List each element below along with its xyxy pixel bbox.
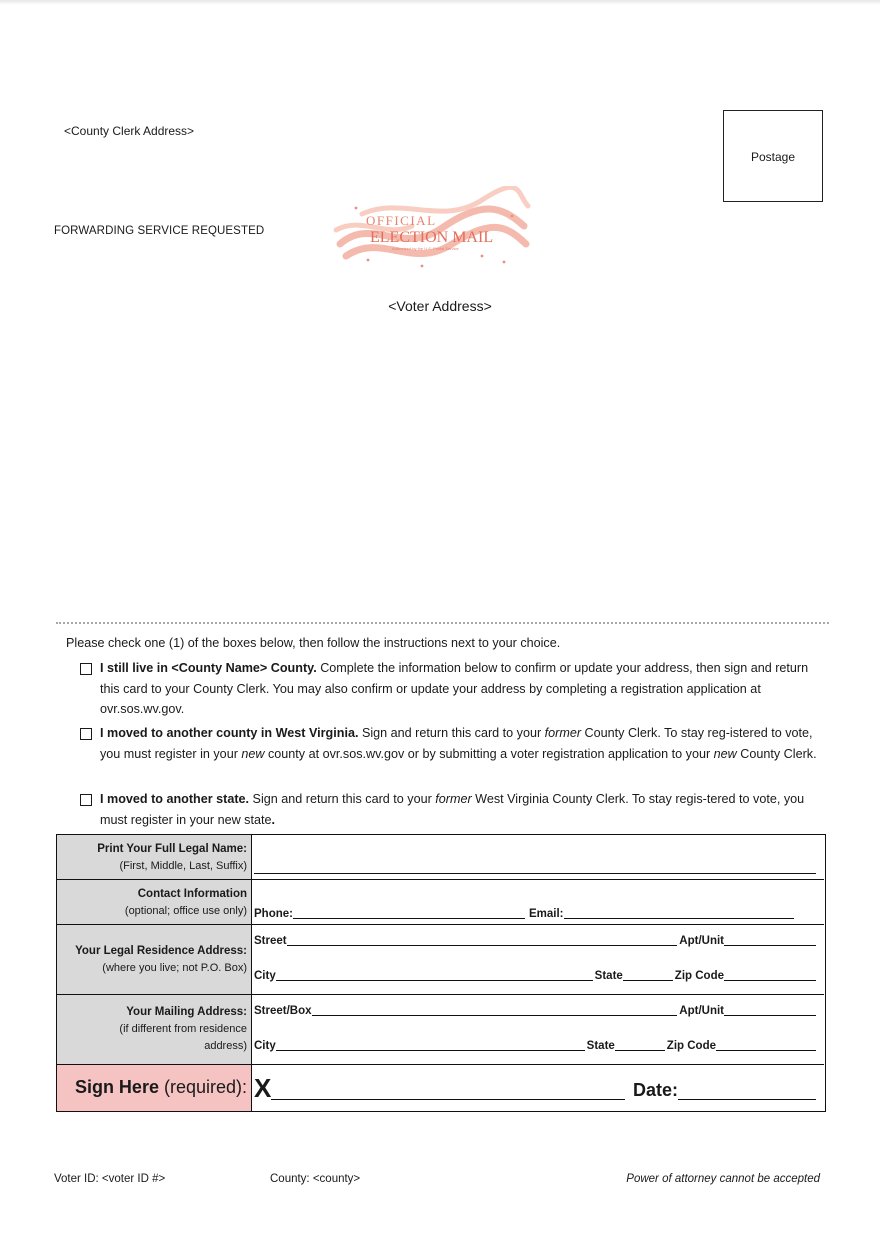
phone-label: Phone: [254, 908, 293, 920]
res-city-line[interactable] [276, 968, 593, 981]
mail-zip-line[interactable] [716, 1038, 816, 1051]
footer-poa-notice: Power of attorney cannot be accepted [626, 1173, 820, 1185]
mail-apt-line[interactable] [724, 1003, 816, 1016]
full-name-field[interactable] [254, 861, 818, 875]
row-full-name [57, 835, 824, 880]
footer-voter-id: Voter ID: <voter ID #> [54, 1173, 166, 1185]
clerk-address: <County Clerk Address> [64, 124, 195, 138]
option2-bold: I moved to another county in West Virginia. [100, 726, 359, 740]
row-residence [57, 925, 824, 995]
mailing-sub2: address) [204, 1040, 247, 1052]
option2-italic-2: new [241, 746, 265, 761]
postage-label: Postage [750, 150, 796, 164]
residence-street-field [254, 933, 818, 947]
top-shadow [0, 0, 880, 5]
option-same-county[interactable] [80, 658, 820, 720]
signature-field [254, 1075, 818, 1101]
sign-required-label: (required): [158, 1077, 247, 1097]
sign-here-label: Sign Here [74, 1077, 159, 1097]
row-signature [57, 1065, 824, 1111]
mail-zip-label: Zip Code [666, 1040, 716, 1052]
phone-line[interactable] [293, 906, 525, 919]
checkbox-other-county[interactable] [80, 728, 92, 740]
mail-logo-line1: OFFICIAL [366, 213, 437, 228]
official-election-mail-logo [332, 186, 532, 272]
label-contact [57, 880, 252, 924]
postage-box [723, 110, 823, 202]
row-mailing [57, 995, 824, 1065]
mail-street-line[interactable] [312, 1003, 678, 1016]
instructions: Please check one (1) of the boxes below, then follow the instructions next to your choice. [66, 636, 561, 650]
signature-x-mark: X [254, 1073, 272, 1103]
checkbox-same-county[interactable] [80, 663, 92, 675]
mailing-street-field [254, 1003, 818, 1017]
email-line[interactable] [564, 906, 794, 919]
residence-sub: (where you live; not P.O. Box) [102, 962, 247, 974]
option3-end: . [271, 812, 275, 827]
option1-bold: I still live in <County Name> County. [100, 661, 317, 675]
res-state-label: State [594, 970, 623, 982]
contact-label: Contact Information [137, 888, 247, 900]
mailing-sub1: (if different from residence [119, 1023, 247, 1035]
option2-text-4: County Clerk. [736, 746, 817, 761]
full-name-label: Print Your Full Legal Name: [97, 843, 247, 855]
option3-bold: I moved to another state. [100, 792, 250, 806]
date-line[interactable] [678, 1083, 816, 1100]
label-residence [57, 925, 252, 994]
full-name-sub: (First, Middle, Last, Suffix) [119, 860, 247, 872]
voter-address: <Voter Address> [388, 298, 492, 314]
contact-sub: (optional; office use only) [124, 905, 247, 917]
label-sign-here [57, 1065, 252, 1111]
signature-line[interactable] [271, 1083, 625, 1100]
option2-text-2: County Clerk. To stay reg-istered to vote, you must register in your [100, 726, 813, 761]
mail-apt-label: Apt/Unit [679, 1005, 724, 1017]
checkbox-other-state[interactable] [80, 794, 92, 806]
option2-italic-1: former [544, 726, 582, 740]
perforation-line [56, 622, 829, 624]
option3-italic-1: former [435, 792, 472, 806]
mail-city-line[interactable] [276, 1038, 585, 1051]
mail-logo-line3: Authorized by the U.S. Postal Service [392, 246, 459, 251]
option-other-state[interactable] [80, 789, 820, 830]
option2-text-1: Sign and return this card to your [358, 726, 545, 740]
res-street-line[interactable] [287, 933, 678, 946]
option2-text-3: county at ovr.sos.wv.gov or by submitting a voter registration application to your [264, 746, 714, 761]
residence-label: Your Legal Residence Address: [75, 945, 247, 957]
row-contact [57, 880, 824, 925]
res-city-label: City [254, 970, 276, 982]
label-full-name [57, 835, 252, 879]
residence-city-field [254, 968, 818, 982]
mail-city-label: City [254, 1040, 276, 1052]
mail-state-line[interactable] [615, 1038, 665, 1051]
option1-text: Complete the information below to confirm or update your address, then sign and return this card to your County Clerk. You may also confirm or update your address by completing a registration application at ovr.sos.wv.gov. [100, 661, 809, 716]
option3-text-2: West Virginia County Clerk. To stay regis-tered to vote, you must register in your new state [100, 792, 805, 827]
voter-info-form [56, 834, 826, 1112]
res-street-label: Street [254, 935, 287, 947]
contact-field [254, 906, 818, 920]
mail-logo-line2: ELECTION MAIL [370, 229, 494, 246]
res-apt-line[interactable] [724, 933, 816, 946]
mailing-label: Your Mailing Address: [126, 1006, 247, 1018]
mail-state-label: State [586, 1040, 615, 1052]
res-state-line[interactable] [623, 968, 673, 981]
footer-county: County: <county> [270, 1173, 361, 1185]
mailing-city-field [254, 1038, 818, 1052]
res-zip-line[interactable] [724, 968, 816, 981]
option3-text-1: Sign and return this card to your [249, 792, 436, 806]
res-apt-label: Apt/Unit [679, 935, 724, 947]
mail-street-label: Street/Box [254, 1005, 312, 1017]
forwarding-notice: FORWARDING SERVICE REQUESTED [54, 225, 265, 237]
email-label: Email: [528, 908, 564, 920]
label-mailing [57, 995, 252, 1064]
res-zip-label: Zip Code [674, 970, 724, 982]
date-label: Date: [632, 1080, 678, 1100]
option-other-county[interactable] [80, 723, 820, 764]
option2-italic-3: new [713, 746, 737, 761]
full-name-line[interactable] [254, 861, 816, 874]
